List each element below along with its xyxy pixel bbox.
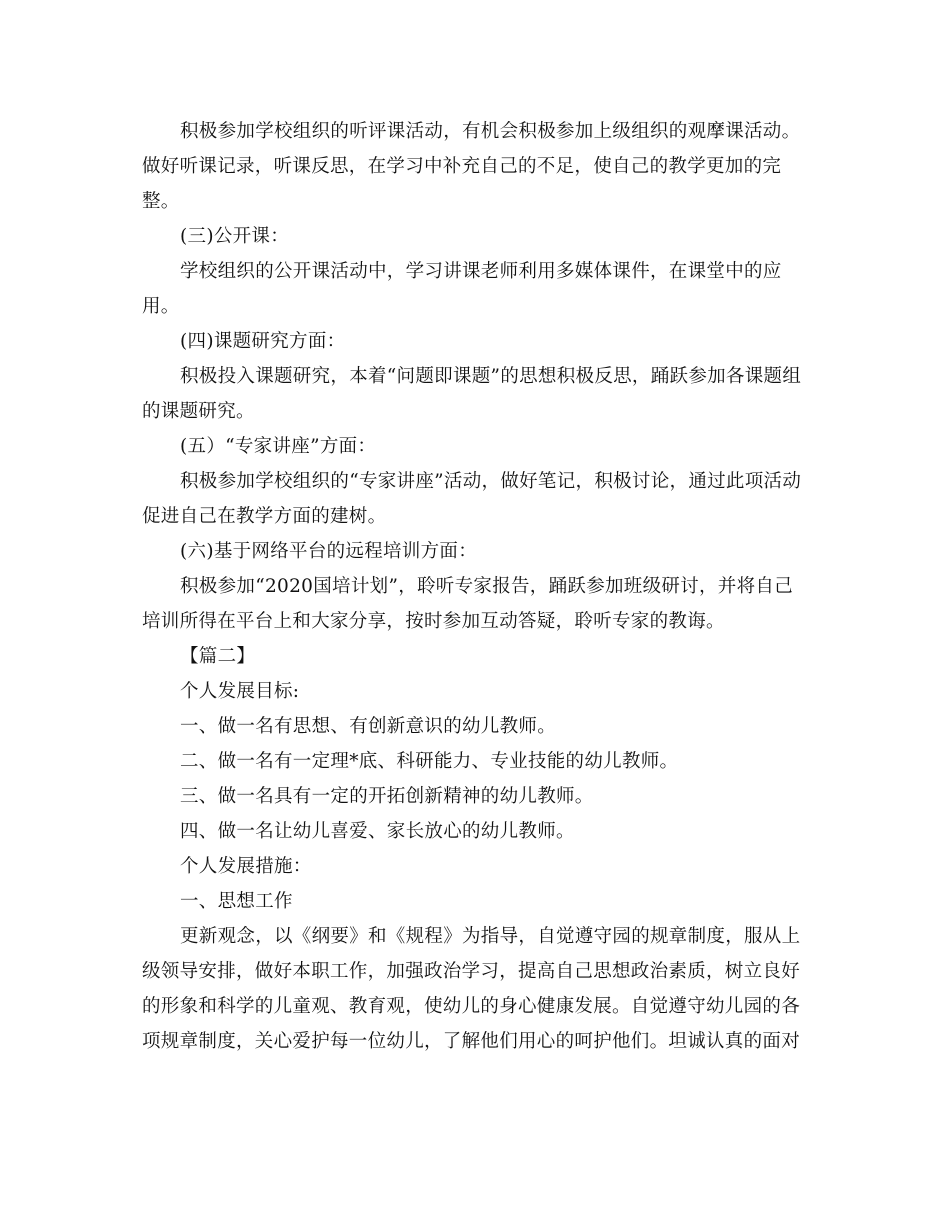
heading-ideological-work: 一、思想工作 [180, 891, 293, 912]
heading-open-class: (三)公开课： [180, 226, 290, 247]
paragraph-open-class: 学校组织的公开课活动中，学习讲课老师利用多媒体课件，在课堂中的应用。 [142, 261, 782, 317]
heading-development-goals: 个人发展目标: [180, 681, 300, 702]
paragraph-research: 积极投入课题研究，本着“问题即课题”的思想积极反思，踊跃参加各课题组的课题研究。 [142, 366, 802, 422]
heading-expert-lecture: (五）“专家讲座”方面： [180, 436, 377, 457]
paragraph-expert-lecture: 积极参加学校组织的“专家讲座”活动，做好笔记，积极讨论，通过此项活动促进自己在教学方面的建树。 [142, 471, 802, 527]
document-body [142, 114, 802, 1059]
paragraph-listening-activities: 积极参加学校组织的听评课活动，有机会积极参加上级组织的观摩课活动。做好听课记录，听课反思，在学习中补充自己的不足，使自己的教学更加的完整。 [142, 121, 801, 212]
paragraph-remote-training: 积极参加“2020国培计划”，聆听专家报告，踊跃参加班级研讨，并将自己培训所得在平台上和大家分享，按时参加互动答疑，聆听专家的教诲。 [142, 576, 793, 632]
goal-item-3: 三、做一名具有一定的开拓创新精神的幼儿教师。 [180, 786, 594, 807]
heading-remote-training: (六)基于网络平台的远程培训方面： [180, 541, 478, 562]
goal-item-4: 四、做一名让幼儿喜爱、家长放心的幼儿教师。 [180, 821, 575, 842]
heading-development-measures: 个人发展措施： [180, 856, 312, 877]
paragraph-ideological-work: 更新观念，以《纲要》和《规程》为指导，自觉遵守园的规章制度，服从上级领导安排，做好本职工作，加强政治学习，提高自己思想政治素质，树立良好的形象和科学的儿童观、教育观，使幼儿的身心健康发展。自觉遵守幼儿园的各项规章制度，关心爱护每一位幼儿，了解他们用心的呵护他们。坦诚认真的面对 [142, 926, 801, 1052]
section-heading-part-two: 【篇二】 [180, 646, 256, 667]
heading-research: (四)课题研究方面： [180, 331, 346, 352]
goal-item-2: 二、做一名有一定理*底、科研能力、专业技能的幼儿教师。 [180, 751, 679, 772]
goal-item-1: 一、做一名有思想、有创新意识的幼儿教师。 [180, 716, 557, 737]
